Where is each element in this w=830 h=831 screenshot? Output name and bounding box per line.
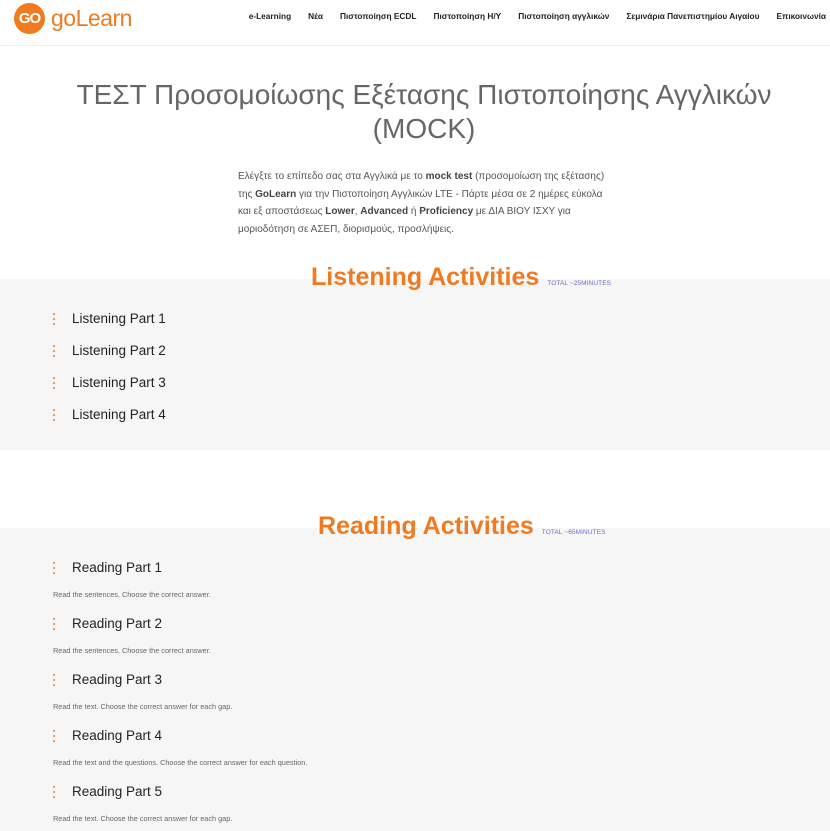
activity-label[interactable]: Listening Part 3	[72, 375, 166, 390]
activity-description: Read the text. Choose the correct answer for each gap.	[53, 702, 233, 711]
activity-description: Read the sentences. Choose the correct answer.	[53, 590, 211, 599]
reading-title: Reading Activities	[318, 512, 534, 540]
site-header	[0, 0, 830, 46]
listening-item[interactable]	[50, 407, 166, 422]
reading-item[interactable]	[50, 784, 162, 799]
drag-handle-icon	[50, 345, 58, 357]
nav-item-pc-cert[interactable]: Πιστοποίηση Η/Υ	[433, 11, 502, 21]
listening-title: Listening Activities	[311, 263, 540, 291]
nav-item-ecdl[interactable]: Πιστοποίηση ECDL	[339, 11, 417, 21]
listening-section	[0, 279, 830, 450]
logo-icon: GO	[14, 3, 45, 34]
activity-description: Read the text and the questions. Choose the correct answer for each question.	[53, 758, 308, 767]
drag-handle-icon	[50, 313, 58, 325]
activity-label[interactable]: Listening Part 1	[72, 311, 166, 326]
listening-item[interactable]	[50, 343, 166, 358]
main-nav	[232, 11, 826, 21]
reading-item[interactable]	[50, 616, 162, 631]
reading-total: TOTAL ~65MINUTES	[541, 529, 606, 536]
nav-item-elearning[interactable]: e-Learning	[248, 11, 292, 21]
activity-label[interactable]: Reading Part 4	[72, 728, 163, 743]
activity-label[interactable]: Reading Part 2	[72, 616, 163, 631]
nav-item-contact[interactable]: Επικοινωνία	[776, 11, 826, 21]
activity-label[interactable]: Listening Part 4	[72, 407, 166, 422]
listening-item[interactable]	[50, 311, 166, 326]
nav-item-news[interactable]: Νέα	[308, 11, 323, 21]
reading-heading	[318, 512, 606, 541]
nav-item-aegean-seminars[interactable]: Σεμινάρια Πανεπιστημίου Αιγαίου	[626, 11, 760, 21]
nav-item-english-cert[interactable]: Πιστοποίηση αγγλικών	[518, 11, 610, 21]
reading-item[interactable]	[50, 728, 162, 743]
activity-description: Read the text. Choose the correct answer for each gap.	[53, 814, 233, 823]
intro-text: Ελέγξτε το επίπεδο σας στα Αγγλικά με το mock test (προσομοίωση της εξέτασης) της GoLearn για την Πιστοποίηση Αγγλικών LTE - Πάρτε μέσα σε 2 ημέρες εύκολα και εξ αποστάσεως Lower, Advanced ή Proficiency με ΔΙΑ ΒΙΟΥ ΙΣΧΥ για μοριοδότηση σε ΑΣΕΠ, διορισμούς, προσλήψεις.	[238, 171, 605, 235]
activity-label[interactable]: Reading Part 5	[72, 784, 163, 799]
drag-handle-icon	[50, 730, 58, 742]
listening-total: TOTAL ~25MINUTES	[547, 280, 612, 287]
drag-handle-icon	[50, 562, 58, 574]
reading-item[interactable]	[50, 672, 162, 687]
logo-text: goLearn	[51, 4, 132, 31]
listening-item[interactable]	[50, 375, 166, 390]
activity-label[interactable]: Reading Part 1	[72, 560, 163, 575]
drag-handle-icon	[50, 674, 58, 686]
drag-handle-icon	[50, 786, 58, 798]
drag-handle-icon	[50, 377, 58, 389]
activity-label[interactable]: Listening Part 2	[72, 343, 166, 358]
drag-handle-icon	[50, 409, 58, 421]
page-title: ΤΕΣΤ Προσομοίωσης Εξέτασης Πιστοποίησης Αγγλικών (MOCK)	[76, 79, 772, 144]
drag-handle-icon	[50, 618, 58, 630]
listening-heading	[311, 263, 611, 292]
logo[interactable]	[14, 2, 132, 34]
activity-description: Read the sentences. Choose the correct answer.	[53, 646, 211, 655]
activity-label[interactable]: Reading Part 3	[72, 672, 163, 687]
reading-item[interactable]	[50, 560, 162, 575]
